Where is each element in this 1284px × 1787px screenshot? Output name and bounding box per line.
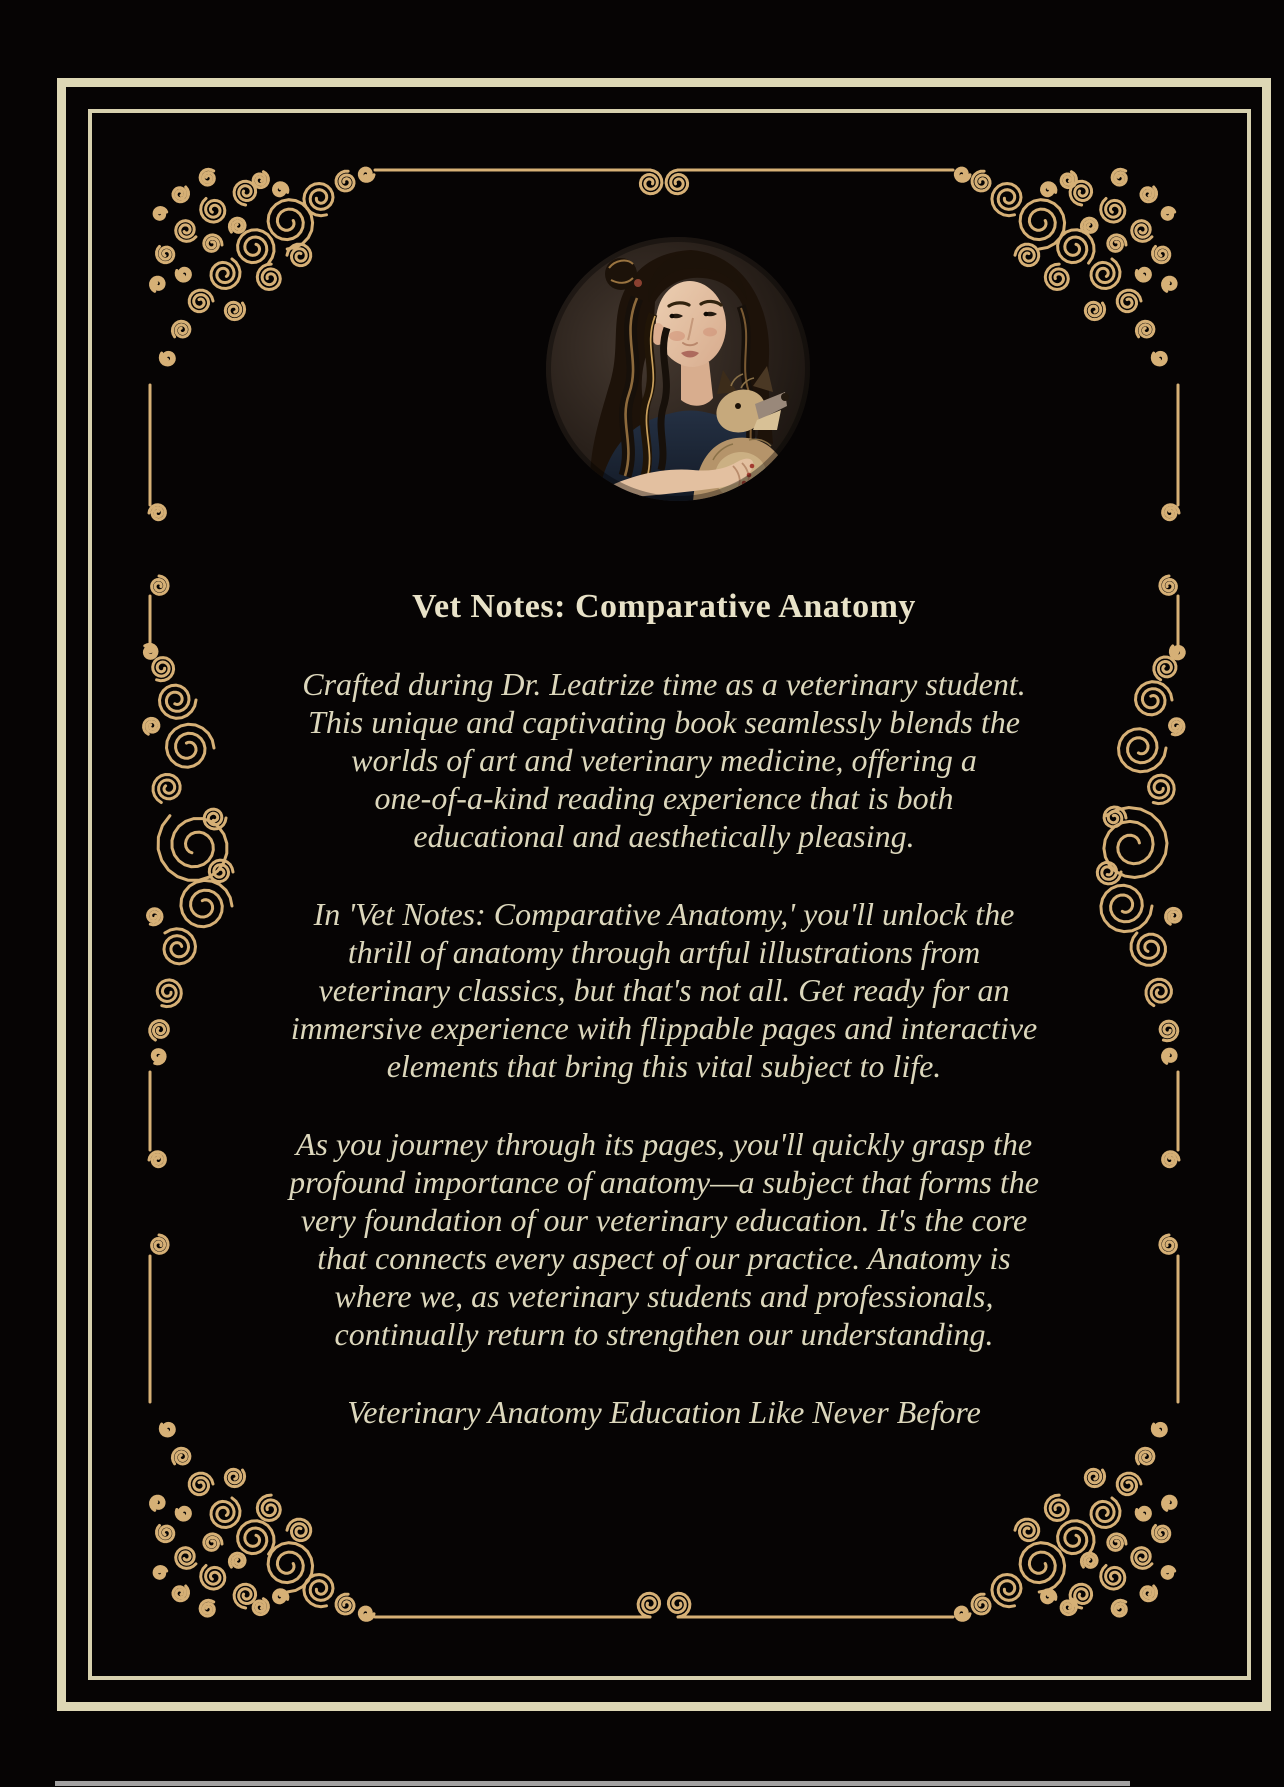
- paragraph-line: where we, as veterinary students and professionals,: [334, 1278, 994, 1314]
- paragraph-line: thrill of anatomy through artful illustrations from: [347, 934, 981, 970]
- paragraph: [164, 895, 1164, 1085]
- paragraph: [164, 665, 1164, 855]
- paragraph-line: veterinary classics, but that's not all. Get ready for an: [318, 972, 1010, 1008]
- portrait-image: [545, 236, 811, 502]
- page-bottom-edge: [55, 1781, 1130, 1786]
- tagline: Veterinary Anatomy Education Like Never Before: [347, 1394, 981, 1430]
- paragraph-line: immersive experience with flippable pages and interactive: [290, 1010, 1038, 1046]
- paragraph-line: This unique and captivating book seamlessly blends the: [308, 704, 1020, 740]
- paragraph-line: educational and aesthetically pleasing.: [413, 818, 915, 854]
- book-description: [164, 585, 1164, 1431]
- paragraph-line: elements that bring this vital subject to life.: [386, 1048, 942, 1084]
- paragraph-line: As you journey through its pages, you'll quickly grasp the: [295, 1126, 1033, 1162]
- page-title: Vet Notes: Comparative Anatomy: [412, 588, 916, 625]
- paragraph-line: In 'Vet Notes: Comparative Anatomy,' you'll unlock the: [313, 896, 1015, 932]
- paragraph: [164, 1125, 1164, 1353]
- paragraph-line: one-of-a-kind reading experience that is both: [374, 780, 954, 816]
- paragraph-line: very foundation of our veterinary education. It's the core: [300, 1202, 1028, 1238]
- paragraph-line: profound importance of anatomy—a subject that forms the: [289, 1164, 1039, 1200]
- paragraph-line: that connects every aspect of our practice. Anatomy is: [317, 1240, 1011, 1276]
- paragraph-line: worlds of art and veterinary medicine, offering a: [351, 742, 977, 778]
- paragraph-line: Crafted during Dr. Leatrize time as a veterinary student.: [302, 666, 1026, 702]
- paragraph-line: continually return to strengthen our understanding.: [334, 1316, 994, 1352]
